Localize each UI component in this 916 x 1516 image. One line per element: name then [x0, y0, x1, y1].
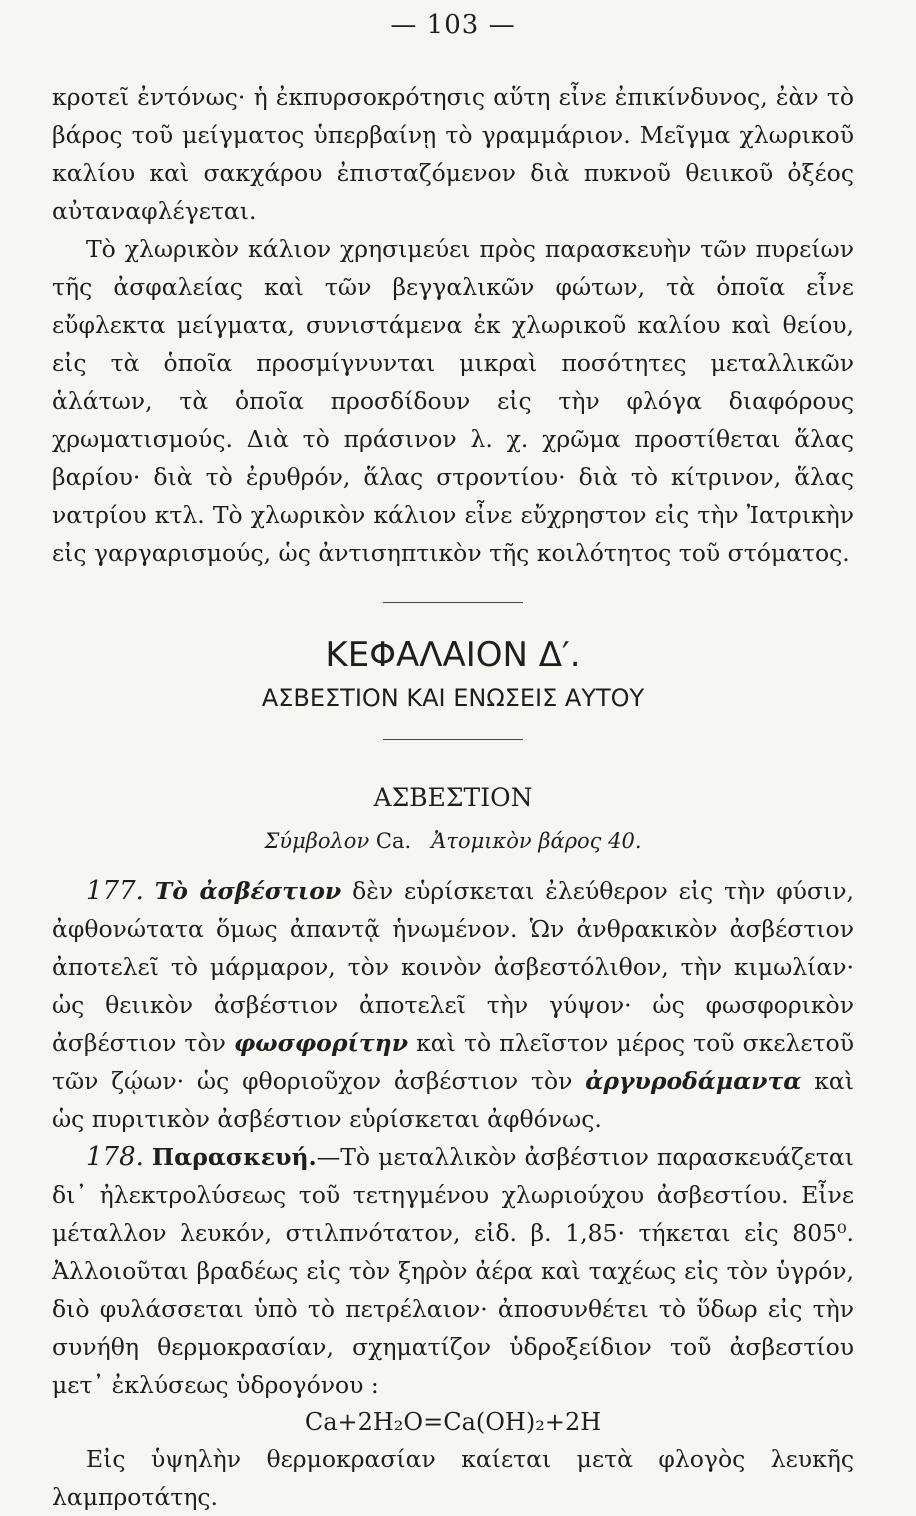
paragraph-number: 178.: [86, 1142, 144, 1172]
chapter-title: ΚΕΦΑΛΑΙΟΝ Δ′.: [325, 635, 581, 675]
paragraph-text: δὲν εὑρίσκεται ἐλεύθερον εἰς τὴν φύσιν, ἀφθονώτατα ὅμως ἀπαντᾷ ἡνωμένον. Ὡν ἀνθρακικὸν ἀσβέστιον ἀποτελεῖ τὸ μάρμαρον, τὸν κοινὸν ἀσβεστόλιθον, τὴν κιμωλίαν· ὡς θειικὸν ἀσβέστιον ἀποτελεῖ τὴν γύψον· ὡς φωσφορικὸν ἀσβέστιον τὸν: [52, 877, 854, 1057]
element-symbol-line: [52, 826, 854, 856]
page-number: — 103 —: [390, 10, 516, 40]
atomic-weight-value: 40.: [608, 829, 642, 853]
chapter-subtitle: ΑΣΒΕΣΤΙΟΝ ΚΑΙ ΕΝΩΣΕΙΣ ΑΥΤΟΥ: [261, 684, 645, 712]
symbol-value: Ca.: [375, 829, 412, 853]
paragraph-text: καὶ τὸ πλεῖστον μέρος τοῦ σκελετοῦ τῶν ζῴων· ὡς φθοριοῦχον ἀσβέστιον τὸν: [52, 1029, 854, 1095]
symbol-label: Σύμβολον: [264, 829, 370, 853]
paragraph-text: καὶ ὡς πυριτικὸν ἀσβέστιον εὑρίσκεται ἀφθόνως.: [52, 1067, 854, 1133]
atomic-weight-label: Ἀτομικὸν βάρος: [431, 829, 602, 853]
paragraph-text: —Τὸ μεταλλικὸν ἀσβέστιον παρασκευάζεται δι᾽ ἠλεκτρολύσεως τοῦ τετηγμένου χλωριούχου ἀσβεστίου. Εἶνε μέταλλον λευκόν, στιλπνότατον, εἰδ. β. 1,85· τήκεται εἰς 805⁰. Ἀλλοιοῦται βραδέως εἰς τὸν ξηρὸν ἀέρα καὶ ταχέως εἰς τὸν ὑγρόν, διὸ φυλάσσεται ὑπὸ τὸ πετρέλαιον· ἀποσυνθέτει τὸ ὕδωρ εἰς τὴν συνήθη θερμοκρασίαν, σχηματίζον ὑδροξείδιον τοῦ ἀσβεστίου μετ᾽ ἐκλύσεως ὑδρογόνου :: [52, 1143, 854, 1399]
paragraph-heading: Τὸ ἀσβέστιον: [154, 877, 342, 905]
paragraph-178-continued: Εἰς ὑψηλὴν θερμοκρασίαν καίεται μετὰ φλογὸς λευκῆς λαμπροτάτης.: [52, 1445, 854, 1511]
divider-bottom: [383, 739, 523, 740]
bold-term-fluorite: ἀργυροδάμαντα: [585, 1067, 802, 1095]
paragraph-heading: Παρασκευή.: [151, 1143, 317, 1171]
paragraph-potassium-chlorate-uses: Τὸ χλωρικὸν κάλιον χρησιμεύει πρὸς παρασκευὴν τῶν πυρείων τῆς ἀσφαλείας καὶ τῶν βεγγαλικῶν φώτων, τὰ ὁποῖα εἶνε εὔφλεκτα μείγματα, συνιστάμενα ἐκ χλωρικοῦ καλίου καὶ θείου, εἰς τὰ ὁποῖα προσμίγνυνται μικραὶ ποσότητες μεταλλικῶν ἁλάτων, τὰ ὁποῖα προσδίδουν εἰς τὴν φλόγα διαφόρους χρωματισμούς. Διὰ τὸ πράσινον λ. χ. χρῶμα προστίθεται ἅλας βαρίου· διὰ τὸ ἐρυθρόν, ἅλας στροντίου· διὰ τὸ κίτρινον, ἅλας νατρίου κτλ. Τὸ χλωρικὸν κάλιον εἶνε εὔχρηστον εἰς τὴν Ἰατρικὴν εἰς γαργαρισμούς, ὡς ἀντισηπτικὸν τῆς κοιλότητος τοῦ στόματος.: [52, 235, 854, 567]
paragraph-177: [52, 872, 854, 1138]
section-title: ΑΣΒΕΣΤΙΟΝ: [373, 783, 533, 812]
divider-top: [383, 602, 523, 603]
bold-term-phosphorite: φωσφορίτην: [233, 1029, 409, 1057]
paragraph-178: [52, 1138, 854, 1404]
paragraph-continuation: κροτεῖ ἐντόνως· ἡ ἐκπυρσοκρότησις αὕτη εἶνε ἐπικίνδυνος, ἐὰν τὸ βάρος τοῦ μείγματος ὑπερβαίνῃ τὸ γραμμάριον. Μεῖγμα χλωρικοῦ καλίου καὶ σακχάρου ἐπισταζόμενον διὰ πυκνοῦ θειικοῦ ὀξέος αὐταναφλέγεται.: [52, 83, 854, 225]
chemical-equation: Ca+2H₂O=Ca(OH)₂+2H: [304, 1408, 602, 1436]
paragraph-number: 177.: [86, 876, 144, 906]
